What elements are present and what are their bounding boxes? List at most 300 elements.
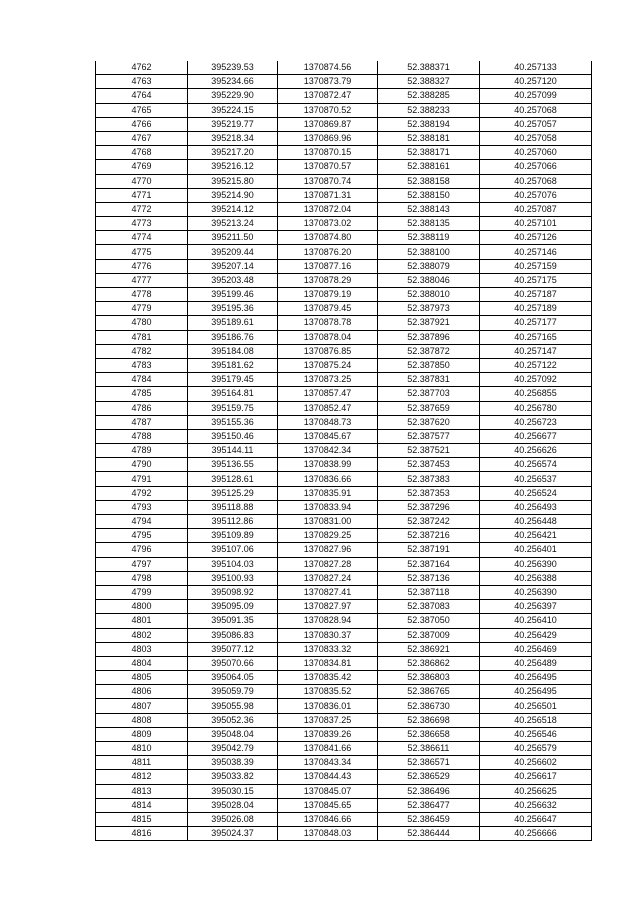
table-row [96, 529, 592, 543]
latitude-cell: 52.388161 [378, 160, 480, 174]
table-row [96, 146, 592, 160]
table-row [96, 89, 592, 103]
coordinates-table [95, 61, 592, 841]
x-coordinate-cell: 395030.15 [188, 784, 278, 798]
x-coordinate-cell: 395104.03 [188, 557, 278, 571]
latitude-cell: 52.387164 [378, 557, 480, 571]
latitude-cell: 52.387050 [378, 614, 480, 628]
y-coordinate-cell: 1370838.99 [278, 458, 378, 472]
y-coordinate-cell: 1370848.03 [278, 827, 378, 841]
point-number-cell: 4816 [96, 827, 188, 841]
longitude-cell: 40.256537 [480, 472, 592, 486]
y-coordinate-cell: 1370827.28 [278, 557, 378, 571]
x-coordinate-cell: 395125.29 [188, 486, 278, 500]
table-row [96, 756, 592, 770]
table-row [96, 160, 592, 174]
y-coordinate-cell: 1370848.73 [278, 415, 378, 429]
y-coordinate-cell: 1370869.96 [278, 131, 378, 145]
y-coordinate-cell: 1370879.19 [278, 288, 378, 302]
table-row [96, 415, 592, 429]
x-coordinate-cell: 395059.79 [188, 685, 278, 699]
table-row [96, 798, 592, 812]
point-number-cell: 4808 [96, 713, 188, 727]
y-coordinate-cell: 1370845.07 [278, 784, 378, 798]
latitude-cell: 52.387118 [378, 585, 480, 599]
longitude-cell: 40.256855 [480, 387, 592, 401]
x-coordinate-cell: 395028.04 [188, 798, 278, 812]
x-coordinate-cell: 395107.06 [188, 543, 278, 557]
latitude-cell: 52.387896 [378, 330, 480, 344]
latitude-cell: 52.387353 [378, 486, 480, 500]
longitude-cell: 40.257066 [480, 160, 592, 174]
latitude-cell: 52.386862 [378, 656, 480, 670]
y-coordinate-cell: 1370870.52 [278, 103, 378, 117]
point-number-cell: 4784 [96, 373, 188, 387]
table-row [96, 671, 592, 685]
longitude-cell: 40.257076 [480, 188, 592, 202]
table-row [96, 273, 592, 287]
latitude-cell: 52.388158 [378, 174, 480, 188]
point-number-cell: 4774 [96, 231, 188, 245]
y-coordinate-cell: 1370846.66 [278, 812, 378, 826]
point-number-cell: 4805 [96, 671, 188, 685]
y-coordinate-cell: 1370833.32 [278, 642, 378, 656]
y-coordinate-cell: 1370852.47 [278, 401, 378, 415]
point-number-cell: 4807 [96, 699, 188, 713]
longitude-cell: 40.256579 [480, 742, 592, 756]
point-number-cell: 4810 [96, 742, 188, 756]
x-coordinate-cell: 395038.39 [188, 756, 278, 770]
y-coordinate-cell: 1370869.87 [278, 117, 378, 131]
x-coordinate-cell: 395055.98 [188, 699, 278, 713]
table-row [96, 557, 592, 571]
longitude-cell: 40.256647 [480, 812, 592, 826]
point-number-cell: 4793 [96, 500, 188, 514]
table-row [96, 387, 592, 401]
point-number-cell: 4779 [96, 302, 188, 316]
y-coordinate-cell: 1370830.37 [278, 628, 378, 642]
x-coordinate-cell: 395052.36 [188, 713, 278, 727]
y-coordinate-cell: 1370879.45 [278, 302, 378, 316]
point-number-cell: 4803 [96, 642, 188, 656]
x-coordinate-cell: 395189.61 [188, 316, 278, 330]
point-number-cell: 4762 [96, 61, 188, 75]
table-row [96, 600, 592, 614]
point-number-cell: 4767 [96, 131, 188, 145]
table-row [96, 713, 592, 727]
longitude-cell: 40.256524 [480, 486, 592, 500]
table-row [96, 131, 592, 145]
y-coordinate-cell: 1370827.41 [278, 585, 378, 599]
latitude-cell: 52.386921 [378, 642, 480, 656]
longitude-cell: 40.256388 [480, 571, 592, 585]
x-coordinate-cell: 395214.90 [188, 188, 278, 202]
y-coordinate-cell: 1370839.26 [278, 727, 378, 741]
table-row [96, 202, 592, 216]
longitude-cell: 40.257099 [480, 89, 592, 103]
table-row [96, 515, 592, 529]
point-number-cell: 4795 [96, 529, 188, 543]
longitude-cell: 40.257087 [480, 202, 592, 216]
point-number-cell: 4789 [96, 444, 188, 458]
latitude-cell: 52.388143 [378, 202, 480, 216]
y-coordinate-cell: 1370829.25 [278, 529, 378, 543]
x-coordinate-cell: 395229.90 [188, 89, 278, 103]
point-number-cell: 4800 [96, 600, 188, 614]
latitude-cell: 52.386803 [378, 671, 480, 685]
y-coordinate-cell: 1370873.79 [278, 75, 378, 89]
table-row [96, 770, 592, 784]
y-coordinate-cell: 1370874.56 [278, 61, 378, 75]
x-coordinate-cell: 395144.11 [188, 444, 278, 458]
point-number-cell: 4771 [96, 188, 188, 202]
latitude-cell: 52.387872 [378, 344, 480, 358]
point-number-cell: 4764 [96, 89, 188, 103]
longitude-cell: 40.257189 [480, 302, 592, 316]
longitude-cell: 40.257092 [480, 373, 592, 387]
point-number-cell: 4796 [96, 543, 188, 557]
longitude-cell: 40.257120 [480, 75, 592, 89]
point-number-cell: 4798 [96, 571, 188, 585]
x-coordinate-cell: 395086.83 [188, 628, 278, 642]
table-row [96, 543, 592, 557]
longitude-cell: 40.256390 [480, 557, 592, 571]
x-coordinate-cell: 395207.14 [188, 259, 278, 273]
y-coordinate-cell: 1370836.01 [278, 699, 378, 713]
x-coordinate-cell: 395026.08 [188, 812, 278, 826]
longitude-cell: 40.256666 [480, 827, 592, 841]
point-number-cell: 4804 [96, 656, 188, 670]
latitude-cell: 52.388233 [378, 103, 480, 117]
table-row [96, 245, 592, 259]
x-coordinate-cell: 395098.92 [188, 585, 278, 599]
latitude-cell: 52.386529 [378, 770, 480, 784]
longitude-cell: 40.256677 [480, 429, 592, 443]
y-coordinate-cell: 1370836.66 [278, 472, 378, 486]
longitude-cell: 40.256723 [480, 415, 592, 429]
y-coordinate-cell: 1370870.57 [278, 160, 378, 174]
latitude-cell: 52.387620 [378, 415, 480, 429]
latitude-cell: 52.387577 [378, 429, 480, 443]
x-coordinate-cell: 395215.80 [188, 174, 278, 188]
y-coordinate-cell: 1370843.34 [278, 756, 378, 770]
latitude-cell: 52.386658 [378, 727, 480, 741]
point-number-cell: 4766 [96, 117, 188, 131]
latitude-cell: 52.387453 [378, 458, 480, 472]
longitude-cell: 40.257122 [480, 358, 592, 372]
x-coordinate-cell: 395181.62 [188, 358, 278, 372]
x-coordinate-cell: 395186.76 [188, 330, 278, 344]
y-coordinate-cell: 1370870.74 [278, 174, 378, 188]
y-coordinate-cell: 1370831.00 [278, 515, 378, 529]
x-coordinate-cell: 395219.77 [188, 117, 278, 131]
y-coordinate-cell: 1370877.16 [278, 259, 378, 273]
x-coordinate-cell: 395216.12 [188, 160, 278, 174]
longitude-cell: 40.256397 [480, 600, 592, 614]
table-row [96, 373, 592, 387]
point-number-cell: 4769 [96, 160, 188, 174]
y-coordinate-cell: 1370873.02 [278, 217, 378, 231]
table-row [96, 401, 592, 415]
x-coordinate-cell: 395217.20 [188, 146, 278, 160]
x-coordinate-cell: 395091.35 [188, 614, 278, 628]
point-number-cell: 4794 [96, 515, 188, 529]
y-coordinate-cell: 1370834.81 [278, 656, 378, 670]
table-row [96, 188, 592, 202]
latitude-cell: 52.387136 [378, 571, 480, 585]
latitude-cell: 52.388181 [378, 131, 480, 145]
table-row [96, 827, 592, 841]
latitude-cell: 52.388046 [378, 273, 480, 287]
longitude-cell: 40.256574 [480, 458, 592, 472]
y-coordinate-cell: 1370878.78 [278, 316, 378, 330]
table-row [96, 486, 592, 500]
point-number-cell: 4787 [96, 415, 188, 429]
x-coordinate-cell: 395211.50 [188, 231, 278, 245]
y-coordinate-cell: 1370857.47 [278, 387, 378, 401]
point-number-cell: 4792 [96, 486, 188, 500]
y-coordinate-cell: 1370841.66 [278, 742, 378, 756]
latitude-cell: 52.388371 [378, 61, 480, 75]
longitude-cell: 40.256780 [480, 401, 592, 415]
x-coordinate-cell: 395033.82 [188, 770, 278, 784]
point-number-cell: 4772 [96, 202, 188, 216]
y-coordinate-cell: 1370872.04 [278, 202, 378, 216]
longitude-cell: 40.256602 [480, 756, 592, 770]
longitude-cell: 40.256410 [480, 614, 592, 628]
y-coordinate-cell: 1370835.91 [278, 486, 378, 500]
longitude-cell: 40.257058 [480, 131, 592, 145]
longitude-cell: 40.256493 [480, 500, 592, 514]
latitude-cell: 52.388010 [378, 288, 480, 302]
x-coordinate-cell: 395112.86 [188, 515, 278, 529]
table-row [96, 330, 592, 344]
longitude-cell: 40.256626 [480, 444, 592, 458]
point-number-cell: 4813 [96, 784, 188, 798]
longitude-cell: 40.256617 [480, 770, 592, 784]
latitude-cell: 52.386459 [378, 812, 480, 826]
longitude-cell: 40.257147 [480, 344, 592, 358]
latitude-cell: 52.388327 [378, 75, 480, 89]
y-coordinate-cell: 1370873.25 [278, 373, 378, 387]
longitude-cell: 40.257060 [480, 146, 592, 160]
table-row [96, 571, 592, 585]
y-coordinate-cell: 1370833.94 [278, 500, 378, 514]
latitude-cell: 52.387921 [378, 316, 480, 330]
longitude-cell: 40.257101 [480, 217, 592, 231]
table-row [96, 302, 592, 316]
x-coordinate-cell: 395159.75 [188, 401, 278, 415]
table-row [96, 628, 592, 642]
x-coordinate-cell: 395155.36 [188, 415, 278, 429]
longitude-cell: 40.256401 [480, 543, 592, 557]
x-coordinate-cell: 395042.79 [188, 742, 278, 756]
x-coordinate-cell: 395224.15 [188, 103, 278, 117]
table-row [96, 699, 592, 713]
table-row [96, 656, 592, 670]
longitude-cell: 40.256546 [480, 727, 592, 741]
point-number-cell: 4781 [96, 330, 188, 344]
latitude-cell: 52.386611 [378, 742, 480, 756]
longitude-cell: 40.256632 [480, 798, 592, 812]
point-number-cell: 4811 [96, 756, 188, 770]
point-number-cell: 4788 [96, 429, 188, 443]
point-number-cell: 4801 [96, 614, 188, 628]
table-row [96, 344, 592, 358]
table-row [96, 444, 592, 458]
longitude-cell: 40.256625 [480, 784, 592, 798]
y-coordinate-cell: 1370874.80 [278, 231, 378, 245]
table-row [96, 288, 592, 302]
point-number-cell: 4780 [96, 316, 188, 330]
point-number-cell: 4773 [96, 217, 188, 231]
x-coordinate-cell: 395077.12 [188, 642, 278, 656]
x-coordinate-cell: 395199.46 [188, 288, 278, 302]
x-coordinate-cell: 395164.81 [188, 387, 278, 401]
latitude-cell: 52.387383 [378, 472, 480, 486]
latitude-cell: 52.388079 [378, 259, 480, 273]
latitude-cell: 52.387191 [378, 543, 480, 557]
y-coordinate-cell: 1370871.31 [278, 188, 378, 202]
x-coordinate-cell: 395128.61 [188, 472, 278, 486]
y-coordinate-cell: 1370878.29 [278, 273, 378, 287]
x-coordinate-cell: 395179.45 [188, 373, 278, 387]
table-row [96, 61, 592, 75]
x-coordinate-cell: 395109.89 [188, 529, 278, 543]
longitude-cell: 40.256429 [480, 628, 592, 642]
longitude-cell: 40.257175 [480, 273, 592, 287]
x-coordinate-cell: 395195.36 [188, 302, 278, 316]
longitude-cell: 40.256495 [480, 671, 592, 685]
coordinates-table-body [96, 61, 592, 841]
point-number-cell: 4790 [96, 458, 188, 472]
latitude-cell: 52.388150 [378, 188, 480, 202]
table-row [96, 75, 592, 89]
y-coordinate-cell: 1370827.97 [278, 600, 378, 614]
x-coordinate-cell: 395203.48 [188, 273, 278, 287]
latitude-cell: 52.386765 [378, 685, 480, 699]
x-coordinate-cell: 395184.08 [188, 344, 278, 358]
x-coordinate-cell: 395213.24 [188, 217, 278, 231]
table-row [96, 458, 592, 472]
point-number-cell: 4802 [96, 628, 188, 642]
x-coordinate-cell: 395218.34 [188, 131, 278, 145]
longitude-cell: 40.257068 [480, 174, 592, 188]
point-number-cell: 4776 [96, 259, 188, 273]
longitude-cell: 40.257159 [480, 259, 592, 273]
point-number-cell: 4770 [96, 174, 188, 188]
point-number-cell: 4785 [96, 387, 188, 401]
x-coordinate-cell: 395239.53 [188, 61, 278, 75]
longitude-cell: 40.257165 [480, 330, 592, 344]
longitude-cell: 40.257187 [480, 288, 592, 302]
point-number-cell: 4809 [96, 727, 188, 741]
point-number-cell: 4783 [96, 358, 188, 372]
y-coordinate-cell: 1370875.24 [278, 358, 378, 372]
latitude-cell: 52.386444 [378, 827, 480, 841]
x-coordinate-cell: 395209.44 [188, 245, 278, 259]
table-row [96, 358, 592, 372]
longitude-cell: 40.256501 [480, 699, 592, 713]
point-number-cell: 4782 [96, 344, 188, 358]
x-coordinate-cell: 395150.46 [188, 429, 278, 443]
x-coordinate-cell: 395048.04 [188, 727, 278, 741]
point-number-cell: 4775 [96, 245, 188, 259]
longitude-cell: 40.256390 [480, 585, 592, 599]
table-row [96, 784, 592, 798]
table-row [96, 614, 592, 628]
point-number-cell: 4797 [96, 557, 188, 571]
latitude-cell: 52.387703 [378, 387, 480, 401]
latitude-cell: 52.386730 [378, 699, 480, 713]
longitude-cell: 40.257146 [480, 245, 592, 259]
y-coordinate-cell: 1370828.94 [278, 614, 378, 628]
longitude-cell: 40.256518 [480, 713, 592, 727]
longitude-cell: 40.256495 [480, 685, 592, 699]
latitude-cell: 52.387850 [378, 358, 480, 372]
y-coordinate-cell: 1370842.34 [278, 444, 378, 458]
x-coordinate-cell: 395064.05 [188, 671, 278, 685]
latitude-cell: 52.387009 [378, 628, 480, 642]
latitude-cell: 52.388285 [378, 89, 480, 103]
point-number-cell: 4768 [96, 146, 188, 160]
y-coordinate-cell: 1370876.85 [278, 344, 378, 358]
latitude-cell: 52.386496 [378, 784, 480, 798]
latitude-cell: 52.387659 [378, 401, 480, 415]
longitude-cell: 40.256489 [480, 656, 592, 670]
latitude-cell: 52.387973 [378, 302, 480, 316]
y-coordinate-cell: 1370827.24 [278, 571, 378, 585]
latitude-cell: 52.387296 [378, 500, 480, 514]
longitude-cell: 40.256448 [480, 515, 592, 529]
latitude-cell: 52.388135 [378, 217, 480, 231]
x-coordinate-cell: 395118.88 [188, 500, 278, 514]
table-row [96, 103, 592, 117]
y-coordinate-cell: 1370835.42 [278, 671, 378, 685]
table-row [96, 316, 592, 330]
table-row [96, 642, 592, 656]
table-row [96, 174, 592, 188]
y-coordinate-cell: 1370845.65 [278, 798, 378, 812]
latitude-cell: 52.387831 [378, 373, 480, 387]
point-number-cell: 4765 [96, 103, 188, 117]
latitude-cell: 52.386571 [378, 756, 480, 770]
latitude-cell: 52.387216 [378, 529, 480, 543]
point-number-cell: 4815 [96, 812, 188, 826]
table-row [96, 259, 592, 273]
longitude-cell: 40.257126 [480, 231, 592, 245]
y-coordinate-cell: 1370845.67 [278, 429, 378, 443]
longitude-cell: 40.257057 [480, 117, 592, 131]
table-row [96, 742, 592, 756]
point-number-cell: 4777 [96, 273, 188, 287]
x-coordinate-cell: 395024.37 [188, 827, 278, 841]
y-coordinate-cell: 1370872.47 [278, 89, 378, 103]
y-coordinate-cell: 1370827.96 [278, 543, 378, 557]
y-coordinate-cell: 1370837.25 [278, 713, 378, 727]
latitude-cell: 52.387083 [378, 600, 480, 614]
table-row [96, 217, 592, 231]
y-coordinate-cell: 1370844.43 [278, 770, 378, 784]
point-number-cell: 4763 [96, 75, 188, 89]
longitude-cell: 40.257133 [480, 61, 592, 75]
point-number-cell: 4791 [96, 472, 188, 486]
latitude-cell: 52.386698 [378, 713, 480, 727]
latitude-cell: 52.387521 [378, 444, 480, 458]
latitude-cell: 52.388119 [378, 231, 480, 245]
table-row [96, 812, 592, 826]
table-row [96, 231, 592, 245]
